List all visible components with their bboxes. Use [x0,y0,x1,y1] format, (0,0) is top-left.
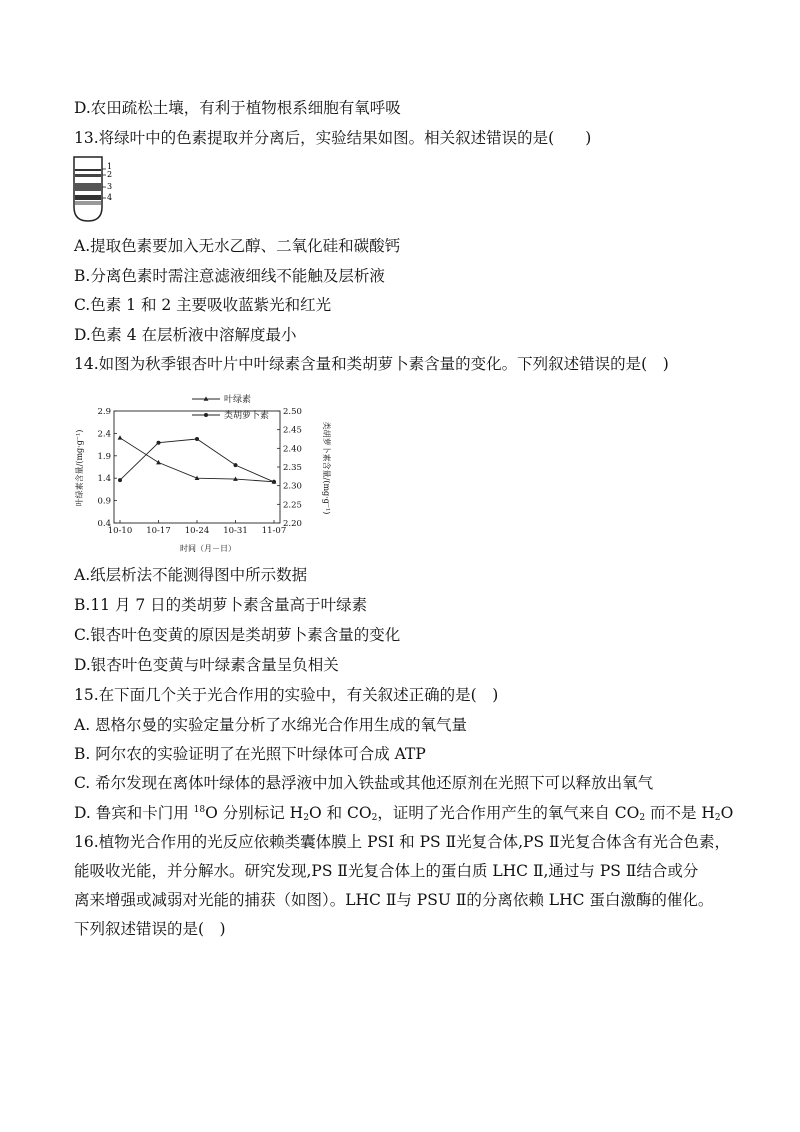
pigment-content-chart [74,393,344,555]
y-right-tick-label: 2.40 [283,444,302,455]
y-right-tick-label: 2.20 [283,519,302,529]
question-16-line-4: 下列叙述错误的是( ) [74,920,226,938]
question-15: 15.在下面几个关于光合作用的实验中，有关叙述正确的是( ) [74,686,499,704]
option-15b: B. 阿尔农的实验证明了在光照下叶绿体可合成 ATP [74,745,426,763]
option-d-q12: D.农田疏松土壤，有利于植物根系细胞有氧呼吸 [74,99,401,117]
band-label-1: 1 [107,162,113,171]
question-16-line-2: 能吸收光能，并分解水。研究发现,PS Ⅱ光复合体上的蛋白质 LHC Ⅱ,通过与 PS Ⅱ结合或分 [74,862,699,880]
question-16-line-3: 离来增强或减弱对光能的捕获（如图）。LHC Ⅱ与 PSU Ⅱ的分离依赖 LHC 蛋白激酶的催化。 [74,891,714,909]
y-right-tick-label: 2.45 [283,425,302,436]
option-15c: C. 希尔发现在离体叶绿体的悬浮液中加入铁盐或其他还原剂在光照下可以释放出氧气 [74,774,654,792]
option-13b: B.分离色素时需注意滤液细线不能触及层析液 [74,267,385,285]
plot-frame [114,411,280,523]
x-tick-label: 10-17 [146,526,171,536]
data-point-circle [272,480,276,484]
data-point-triangle [118,435,123,439]
pigment-band-4 [75,195,101,200]
option-14d: D.银杏叶色变黄与叶绿素含量呈负相关 [74,656,339,674]
option-14a: A.纸层析法不能测得图中所示数据 [74,566,308,584]
question-14: 14.如图为秋季银杏叶片中叶绿素含量和类胡萝卜素含量的变化。下列叙述错误的是( ) [74,355,669,373]
data-point-circle [234,463,238,467]
legend-marker-circle [204,413,208,417]
data-point-circle [157,441,161,445]
option-13c: C.色素 1 和 2 主要吸收蓝紫光和红光 [74,296,332,314]
pigment-band-1 [75,169,101,171]
x-tick-label: 11-07 [261,526,287,536]
band-label-2: 2 [107,170,113,179]
legend-label-1: 类胡萝卜素 [224,411,270,421]
pigment-band-2 [75,174,101,177]
band-label-4: 4 [107,193,113,202]
legend-label-0: 叶绿素 [224,395,252,405]
option-15d: D. 鲁宾和卡门用 $^{18}$O 分别标记 $H_2O$ 和 $CO_2$，证明了光合作用产生的氧气来自 $CO_2$ 而不是 $H_2O$ [74,804,734,823]
pigment-band-3 [75,183,101,191]
chromatography-tube-figure [72,155,116,225]
series-line-1 [120,439,274,482]
y-axis-label-left: 叶绿素含量/(mg·g⁻¹) [75,429,84,507]
x-tick-label: 10-10 [107,526,133,536]
y-right-tick-label: 2.30 [283,481,302,492]
data-point-triangle [156,460,161,464]
y-left-tick-label: 1.9 [97,451,111,462]
y-left-tick-label: 2.9 [97,407,111,417]
y-left-tick-label: 0.9 [97,496,111,507]
y-right-tick-label: 2.35 [283,463,302,473]
y-left-tick-label: 0.4 [97,519,111,529]
option-14b: B.11 月 7 日的类胡萝卜素含量高于叶绿素 [74,596,368,614]
y-axis-label-right: 类胡萝卜素含量/(mg·g⁻¹) [322,421,331,515]
band-label-3: 3 [107,182,113,191]
option-14c: C.银杏叶色变黄的原因是类胡萝卜素含量的变化 [74,626,401,644]
y-right-tick-label: 2.25 [283,500,302,511]
question-16-line-1: 16.植物光合作用的光反应依赖类囊体膜上 PSI 和 PS Ⅱ光复合体,PS Ⅱ光复合体含有光合色素， [74,833,731,851]
series-line-0 [120,438,274,482]
x-tick-label: 10-24 [184,526,210,536]
option-13d: D.色素 4 在层析液中溶解度最小 [74,326,297,344]
x-axis-label: 时间（月－日） [180,544,236,553]
y-right-tick-label: 2.50 [283,407,302,417]
y-left-tick-label: 2.4 [97,429,111,440]
data-point-circle [195,437,199,441]
option-15a: A. 恩格尔曼的实验定量分析了水绵光合作用生成的氧气量 [74,716,468,734]
question-13: 13.将绿叶中的色素提取并分离后，实验结果如图。相关叙述错误的是( ) [74,129,592,147]
option-13a: A.提取色素要加入无水乙醇、二氧化硅和碳酸钙 [74,237,401,255]
y-left-tick-label: 1.4 [97,474,111,485]
data-point-circle [118,478,122,482]
x-tick-label: 10-31 [223,526,248,536]
solvent-line [75,201,101,205]
